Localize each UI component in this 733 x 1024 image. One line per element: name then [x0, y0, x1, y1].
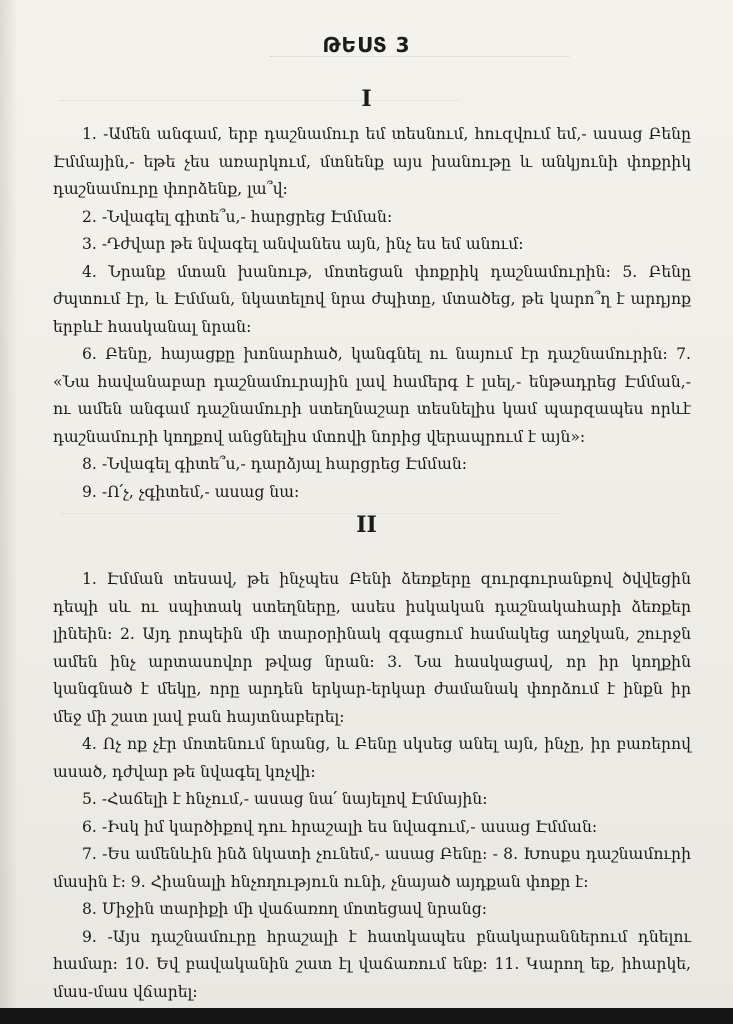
page-title: ԹԵՍՏ 3 — [322, 33, 411, 57]
paragraph: 3. -Դժվար թե նվագել անվանես այն, ինչ ես եմ անում: — [82, 235, 524, 253]
section-2-body — [53, 566, 691, 1006]
paragraph: 5. -Հաճելի է հնչում,- ասաց նա՛ նայելով Էմմային: — [82, 790, 488, 808]
section-heading-2: II — [356, 512, 377, 538]
paragraph: 6. -Իսկ իմ կարծիքով դու հրաշալի ես նվագում,- ասաց Էմման: — [82, 817, 598, 836]
paragraph: 9. -Ո՛չ, չգիտեմ,- ասաց նա: — [82, 482, 300, 501]
paragraph: 1. Էմման տեսավ, թե ինչպես Բենի ձեռքերը զուրգուրանքով ծվվեցին դեպի սև ու սպիտակ ստեղները, ասես իսկական դաշնակահարի ձեռքեր լինեին: 2. Այդ րոպեին մի տարօրինակ զգացում համակեց աղջկան, շուրջն ամեն ինչ արտասովոր թվաց նրան: 3. Նա հասկացավ, որ իր կողքին կանգնած է մեկը, որը արդեն երկար-երկար ժամանակ փորձում է ինքն իր մեջ մի շատ լավ բան հայտնաբերել: — [53, 570, 691, 726]
paragraph: 4. Նրանք մտան խանութ, մոտեցան փոքրիկ դաշնամուրին: 5. Բենը ժպտում էր, և Էմման, նկատելով նրա ժպիտը, մտածեց, թե կարո՞ղ է արդյոք երբևէ հասկանալ նրան: — [53, 262, 691, 336]
paragraph: 8. -Նվագել գիտե՞ս,- դարձյալ հարցրեց Էմման: — [82, 455, 468, 473]
scan-bottom-edge — [0, 1008, 733, 1024]
paragraph: 1. -Ամեն անգամ, երբ դաշնամուր եմ տեսնում, հուզվում եմ,- ասաց Բենը Էմմային,- եթե չես առարկում, մտնենք այս խանութը և անկյունի փոքրիկ դաշնամուրը փորձենք, լա՞վ: — [53, 125, 691, 198]
paragraph: 9. -Այս դաշնամուրը հրաշալի է հատկապես բնակարաններում դնելու համար: 10. Եվ բավականին շատ էլ վաճառում ենք: 11. Կարող եք, իհարկե, մաս-մաս վճարել: — [53, 927, 691, 1001]
paragraph: 2. -Նվագել գիտե՞ս,- հարցրեց Էմման: — [82, 207, 393, 226]
paragraph: 6. Բենը, հայացքը խոնարհած, կանգնել ու նայում էր դաշնամուրին: 7. «Նա հավանաբար դաշնամուրային լավ համերգ է լսել,- ենթադրեց Էմման,- ու ամեն անգամ դաշնամուրի ստեղնաշար տեսնելիս կամ պարզապես որևէ դաշնամուրի կողքով անցնելիս մտովի նորից վերապրում է այն»: — [53, 345, 691, 446]
paragraph: 4. Ոչ ոք չէր մոտենում նրանց, և Բենը սկսեց անել այն, ինչը, իր բառերով ասած, դժվար թե նվագել կոչվի: — [53, 735, 691, 781]
paragraph: 8. Միջին տարիքի մի վաճառող մոտեցավ նրանց: — [82, 900, 487, 918]
section-1-body — [53, 121, 691, 506]
section-heading-1: I — [361, 86, 372, 112]
paragraph: 7. -Ես ամենևին ինձ նկատի չունեմ,- ասաց Բենը: - 8. Խոսքս դաշնամուրի մասին է: 9. Հիանալի հնչողություն ունի, չնայած այդքան փոքր է: — [53, 845, 691, 891]
